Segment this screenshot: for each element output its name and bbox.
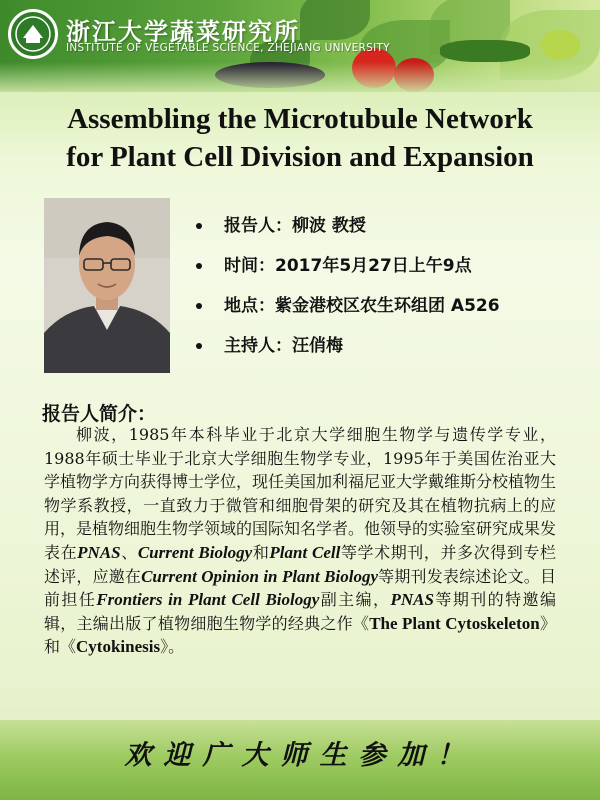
detail-value: 紫金港校区农生环组团 A526 bbox=[275, 296, 500, 316]
journal-name: Current Biology bbox=[137, 542, 253, 562]
talk-title-line-1: Assembling the Microtubule Network bbox=[67, 103, 533, 135]
detail-value: 2017年5月27日上午9点 bbox=[275, 256, 472, 276]
university-logo bbox=[8, 9, 58, 59]
bullet-icon bbox=[196, 263, 202, 269]
detail-label: 主持人： bbox=[224, 336, 292, 356]
bio-text: 》和《 bbox=[44, 613, 556, 657]
bio-text: 、 bbox=[120, 542, 138, 562]
talk-title bbox=[20, 100, 580, 176]
bullet-icon bbox=[196, 343, 202, 349]
bio-text: 柳波，1985年本科毕业于北京大学细胞生物学与遗传学专业，1988年硕士毕业于北京大学细胞生物学专业，1995年于美国佐治亚大学植物学方向获得博士学位，现任美国加利福尼亚大学戴维斯分校植物生物学系教授，一直致力于微管和细胞骨架的研究及其在植物抗病上的应用，是植物细胞生物学领域的国际知名学者。他领导的实验室研究成果发表在 bbox=[44, 425, 557, 562]
bullet-icon bbox=[196, 303, 202, 309]
bio-text: 等学术期刊，并多次得到专栏述评，应邀在 bbox=[44, 542, 556, 586]
bio-paragraph bbox=[44, 423, 556, 659]
detail-host bbox=[196, 326, 586, 366]
detail-label: 地点： bbox=[224, 296, 275, 316]
talk-title-line-2: for Plant Cell Division and Expansion bbox=[66, 141, 534, 173]
journal-name: Current Opinion in Plant Biology bbox=[141, 566, 378, 586]
book-title: The Plant Cytoskeleton bbox=[369, 613, 540, 633]
bio-text: 副主编， bbox=[319, 590, 391, 610]
detail-value: 汪俏梅 bbox=[292, 336, 343, 356]
speaker-photo bbox=[44, 198, 170, 373]
header-banner bbox=[0, 0, 600, 92]
institute-name-en: INSTITUTE OF VEGETABLE SCIENCE, ZHEJIANG UNIVERSITY bbox=[66, 42, 390, 54]
banner-fade bbox=[0, 62, 600, 92]
detail-time bbox=[196, 246, 586, 286]
book-title: Cytokinesis bbox=[76, 637, 161, 657]
bio-text: 等期刊的特邀编辑，主编出版了植物细胞生物学的经典之作《 bbox=[44, 590, 556, 633]
pepper-shape bbox=[540, 30, 580, 60]
bio-text: 和 bbox=[252, 542, 270, 562]
bio-heading: 报告人简介： bbox=[42, 403, 157, 425]
detail-speaker bbox=[196, 206, 586, 246]
journal-name: PNAS bbox=[77, 542, 121, 562]
cucumber-shape bbox=[440, 40, 530, 62]
journal-name: Frontiers in Plant Cell Biology bbox=[96, 590, 320, 610]
detail-label: 时间： bbox=[224, 256, 275, 276]
detail-label: 报告人： bbox=[224, 216, 292, 236]
detail-location bbox=[196, 286, 586, 326]
journal-name: PNAS bbox=[390, 590, 434, 610]
institute-name-cn: 浙江大学蔬菜研究所 bbox=[66, 18, 300, 46]
detail-value: 柳波 教授 bbox=[292, 216, 366, 236]
bio-text: 等期刊发表综述论文。目前担任 bbox=[44, 566, 556, 610]
journal-name: Plant Cell bbox=[269, 542, 341, 562]
bullet-icon bbox=[196, 223, 202, 229]
talk-details-list bbox=[196, 206, 586, 366]
welcome-message: 欢迎广大师生参加！ bbox=[124, 740, 476, 771]
bio-text: 》。 bbox=[160, 637, 185, 657]
